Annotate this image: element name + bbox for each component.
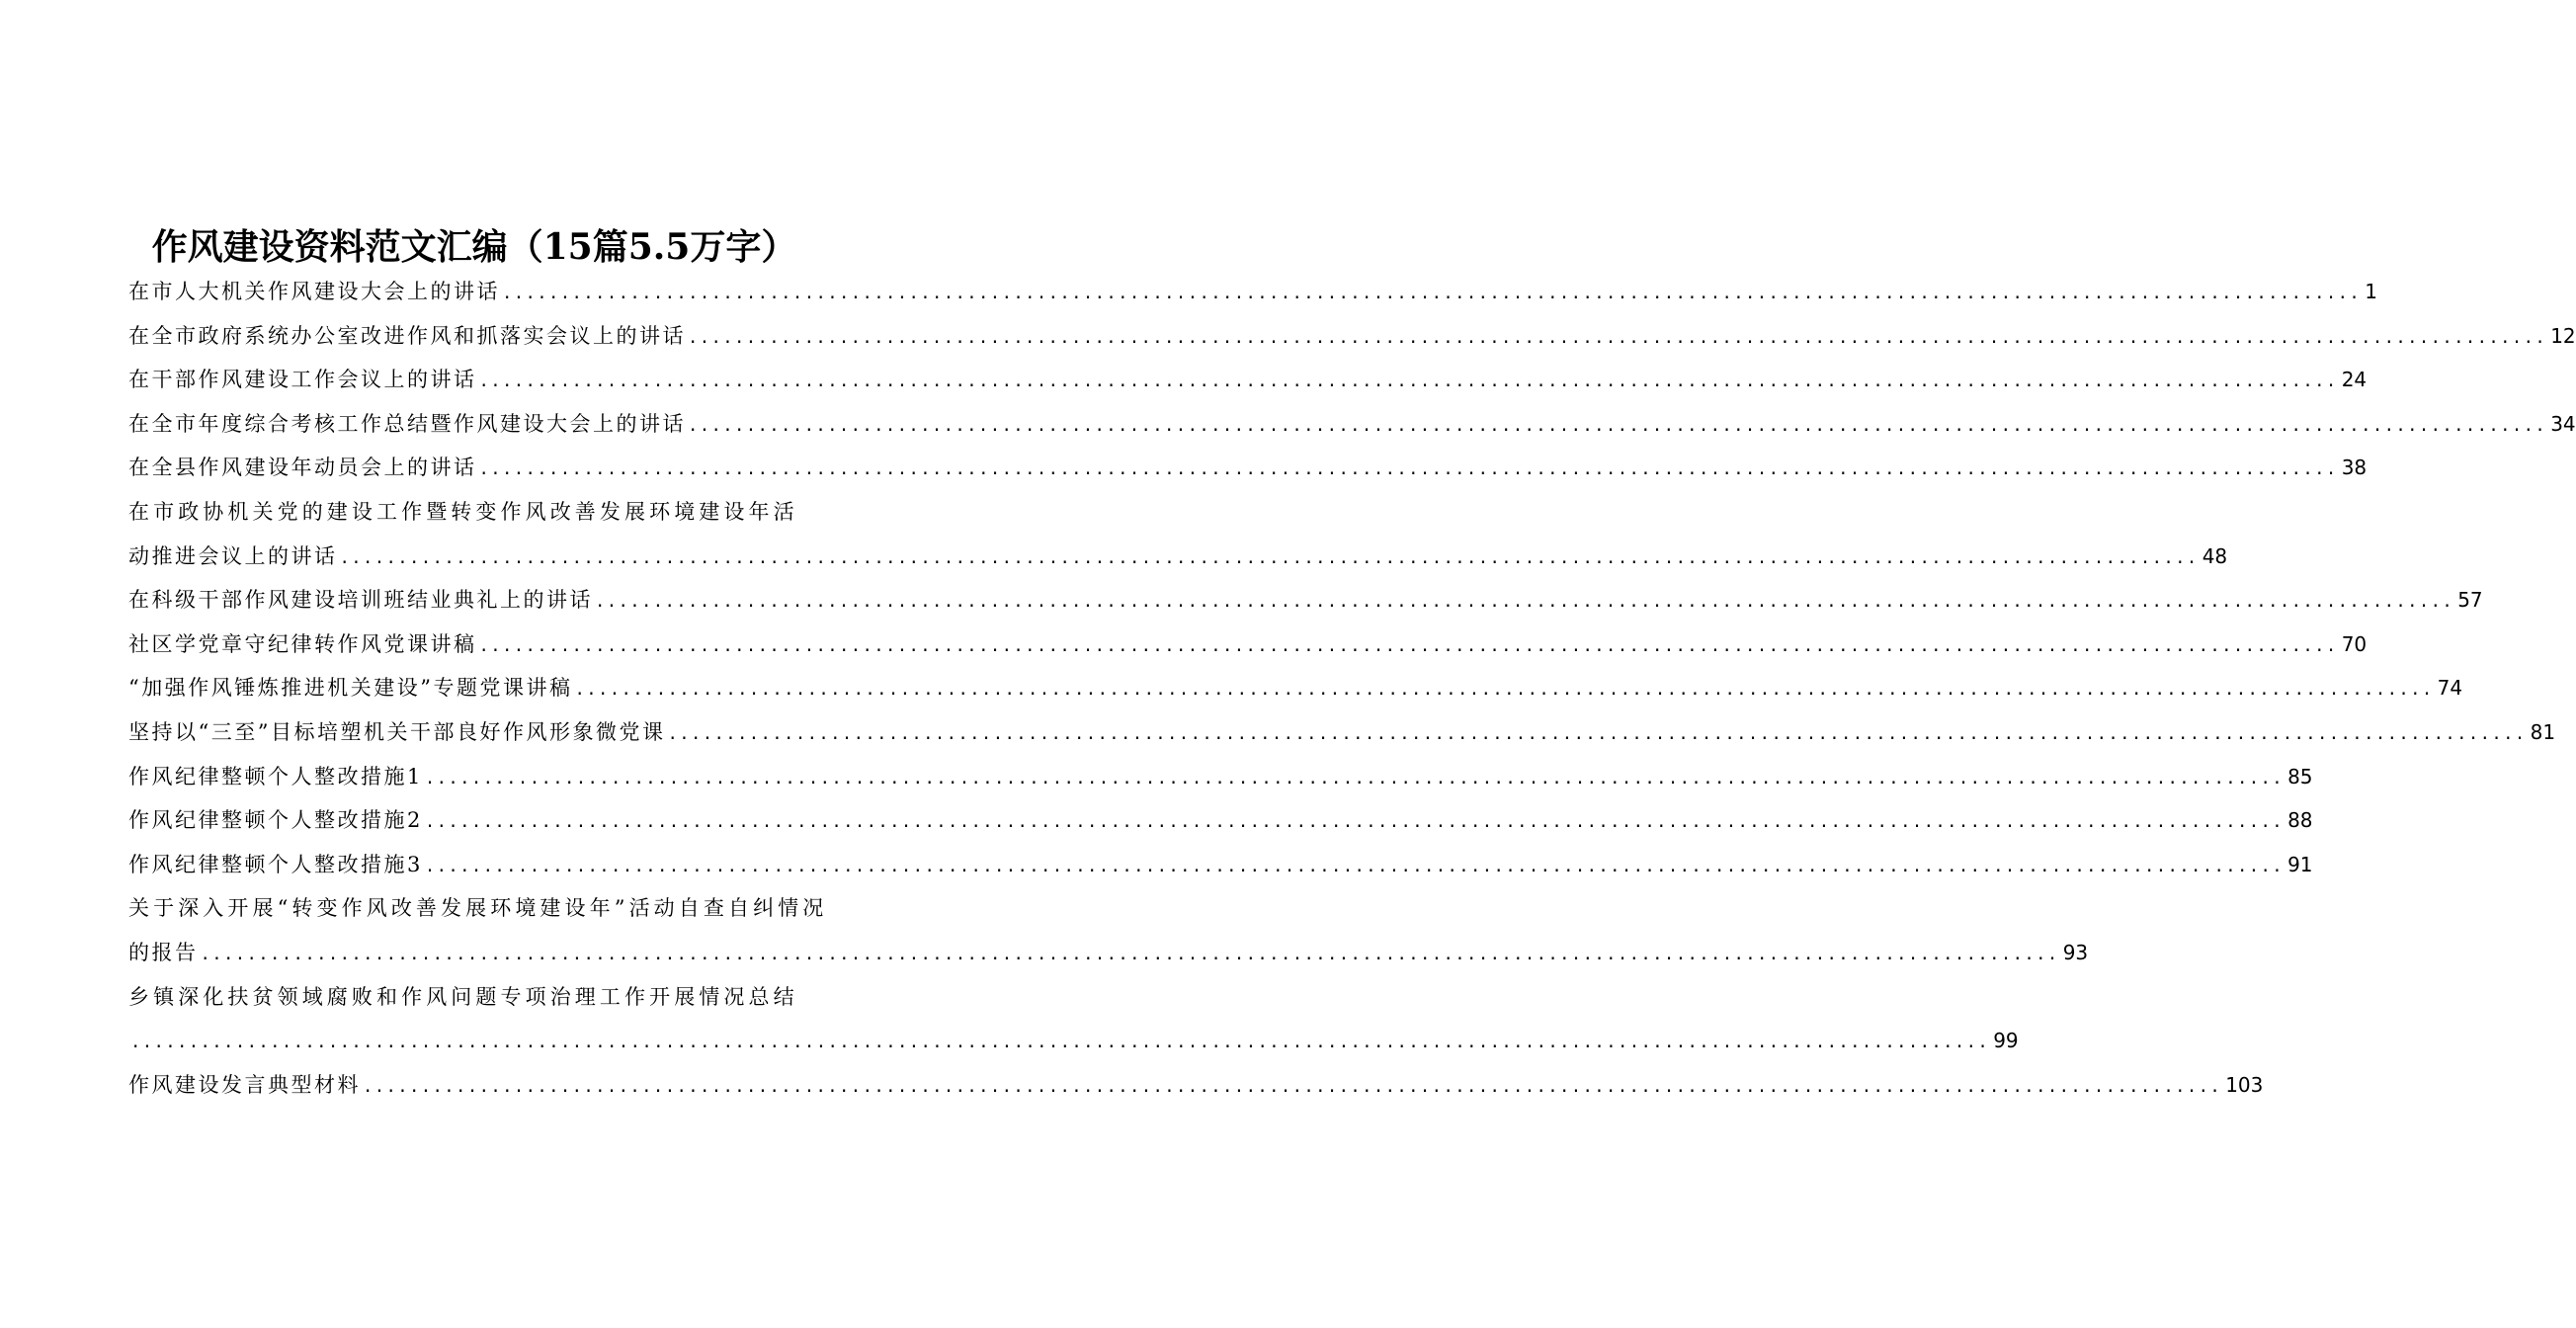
toc-entry-title: 社区学党章守纪律转作风党课讲稿: [128, 631, 477, 656]
toc-entry[interactable]: [128, 446, 2368, 490]
toc-entry-page: 93: [2062, 940, 2089, 964]
toc-entry-title: 动推进会议上的讲话: [128, 543, 338, 568]
toc-leader-dots: ................................................................................................................................................................: [504, 280, 2364, 303]
toc-entry-title: 在科级干部作风建设培训班结业典礼上的讲话: [128, 588, 593, 613]
toc-entry-title: 在全市年度综合考核工作总结暨作风建设大会上的讲话: [128, 411, 686, 436]
toc-entry[interactable]: [128, 931, 2089, 975]
toc-entry-page: 12: [2550, 323, 2576, 348]
toc-entry-title: 坚持以“三至”目标培塑机关干部良好作风形象微党课: [128, 719, 666, 744]
toc-entry-page: 57: [2457, 588, 2483, 613]
toc-leader-dots: ................................................................................................................................................................: [690, 323, 2549, 348]
toc-entry-page: 99: [1993, 1029, 2019, 1053]
toc-entry-page: 70: [2341, 631, 2368, 656]
toc-leader-dots: ................................................................................................................................................................: [426, 808, 2286, 833]
toc-entry[interactable]: [128, 314, 2576, 359]
toc-entry-title-line1: 关于深入开展“转变作风改善发展环境建设年”活动自查自纠情况: [128, 896, 828, 921]
toc-entry-page: 85: [2287, 764, 2313, 788]
toc-entry[interactable]: [128, 1063, 2264, 1108]
toc-leader-dots: ................................................................................................................................................................: [132, 1029, 1992, 1053]
toc-entry[interactable]: [128, 402, 2576, 447]
toc-entry-title: 作风建设发言典型材料: [128, 1072, 361, 1097]
toc-entry-title-line1: 乡镇深化扶贫领域腐败和作风问题专项治理工作开展情况总结: [128, 984, 798, 1009]
toc-entry-page: 81: [2530, 719, 2556, 744]
toc-entry-wrapped-line[interactable]: [128, 490, 820, 535]
toc-entry[interactable]: [128, 755, 2313, 799]
toc-entry-title: 在全市政府系统办公室改进作风和抓落实会议上的讲话: [128, 323, 686, 348]
toc-leader-dots: ................................................................................................................................................................: [426, 852, 2286, 876]
toc-entry-page: 24: [2341, 368, 2368, 392]
table-of-contents: [128, 270, 2576, 1107]
toc-entry[interactable]: [128, 843, 2313, 887]
toc-leader-dots: ................................................................................................................................................................: [480, 368, 2340, 392]
toc-entry-title: 的报告: [128, 940, 199, 964]
toc-entry-title: 作风纪律整顿个人整改措施2: [128, 808, 423, 833]
toc-entry[interactable]: [128, 666, 2463, 710]
toc-entry-title: 在干部作风建设工作会议上的讲话: [128, 368, 477, 392]
toc-entry-wrapped-line[interactable]: [128, 886, 828, 931]
toc-entry[interactable]: [128, 622, 2368, 667]
toc-leader-dots: ................................................................................................................................................................: [576, 676, 2436, 701]
toc-entry-title-line1: 在市政协机关党的建设工作暨转变作风改善发展环境建设年活: [128, 499, 798, 524]
document-title: 作风建设资料范文汇编（15篇5.5万字）: [151, 226, 797, 268]
toc-entry[interactable]: [128, 270, 2377, 314]
toc-entry-wrapped-line[interactable]: [128, 975, 820, 1020]
toc-entry[interactable]: [128, 710, 2556, 755]
toc-leader-dots: ................................................................................................................................................................: [480, 456, 2340, 480]
toc-entry[interactable]: [128, 798, 2313, 843]
toc-leader-dots: ................................................................................................................................................................: [341, 543, 2201, 568]
toc-entry-page: 91: [2287, 852, 2313, 876]
toc-leader-dots: ................................................................................................................................................................: [669, 719, 2529, 744]
toc-entry-page: 48: [2202, 543, 2228, 568]
toc-entry[interactable]: [128, 578, 2483, 622]
toc-entry-page: 38: [2341, 456, 2368, 480]
toc-entry-title: 在全县作风建设年动员会上的讲话: [128, 456, 477, 480]
toc-leader-dots: ................................................................................................................................................................: [365, 1072, 2224, 1097]
toc-leader-dots: ................................................................................................................................................................: [480, 631, 2340, 656]
toc-entry-page: 74: [2437, 676, 2463, 701]
toc-entry[interactable]: [128, 358, 2368, 402]
toc-entry-title: 作风纪律整顿个人整改措施3: [128, 852, 423, 876]
toc-leader-dots: ................................................................................................................................................................: [202, 940, 2061, 964]
toc-entry-title: “加强作风锤炼推进机关建设”专题党课讲稿: [128, 676, 573, 701]
toc-entry-page: 103: [2225, 1072, 2264, 1097]
toc-entry-title: 在市人大机关作风建设大会上的讲话: [128, 280, 500, 303]
toc-entry-page: 88: [2287, 808, 2313, 833]
toc-entry-title: 作风纪律整顿个人整改措施1: [128, 764, 423, 788]
toc-entry[interactable]: [128, 1019, 2019, 1063]
toc-entry-page: 34: [2550, 411, 2576, 436]
toc-entry[interactable]: [128, 535, 2228, 579]
toc-leader-dots: ................................................................................................................................................................: [690, 411, 2549, 436]
toc-leader-dots: ................................................................................................................................................................: [426, 764, 2286, 788]
toc-leader-dots: ................................................................................................................................................................: [597, 588, 2456, 613]
toc-entry-page: 1: [2365, 280, 2377, 303]
